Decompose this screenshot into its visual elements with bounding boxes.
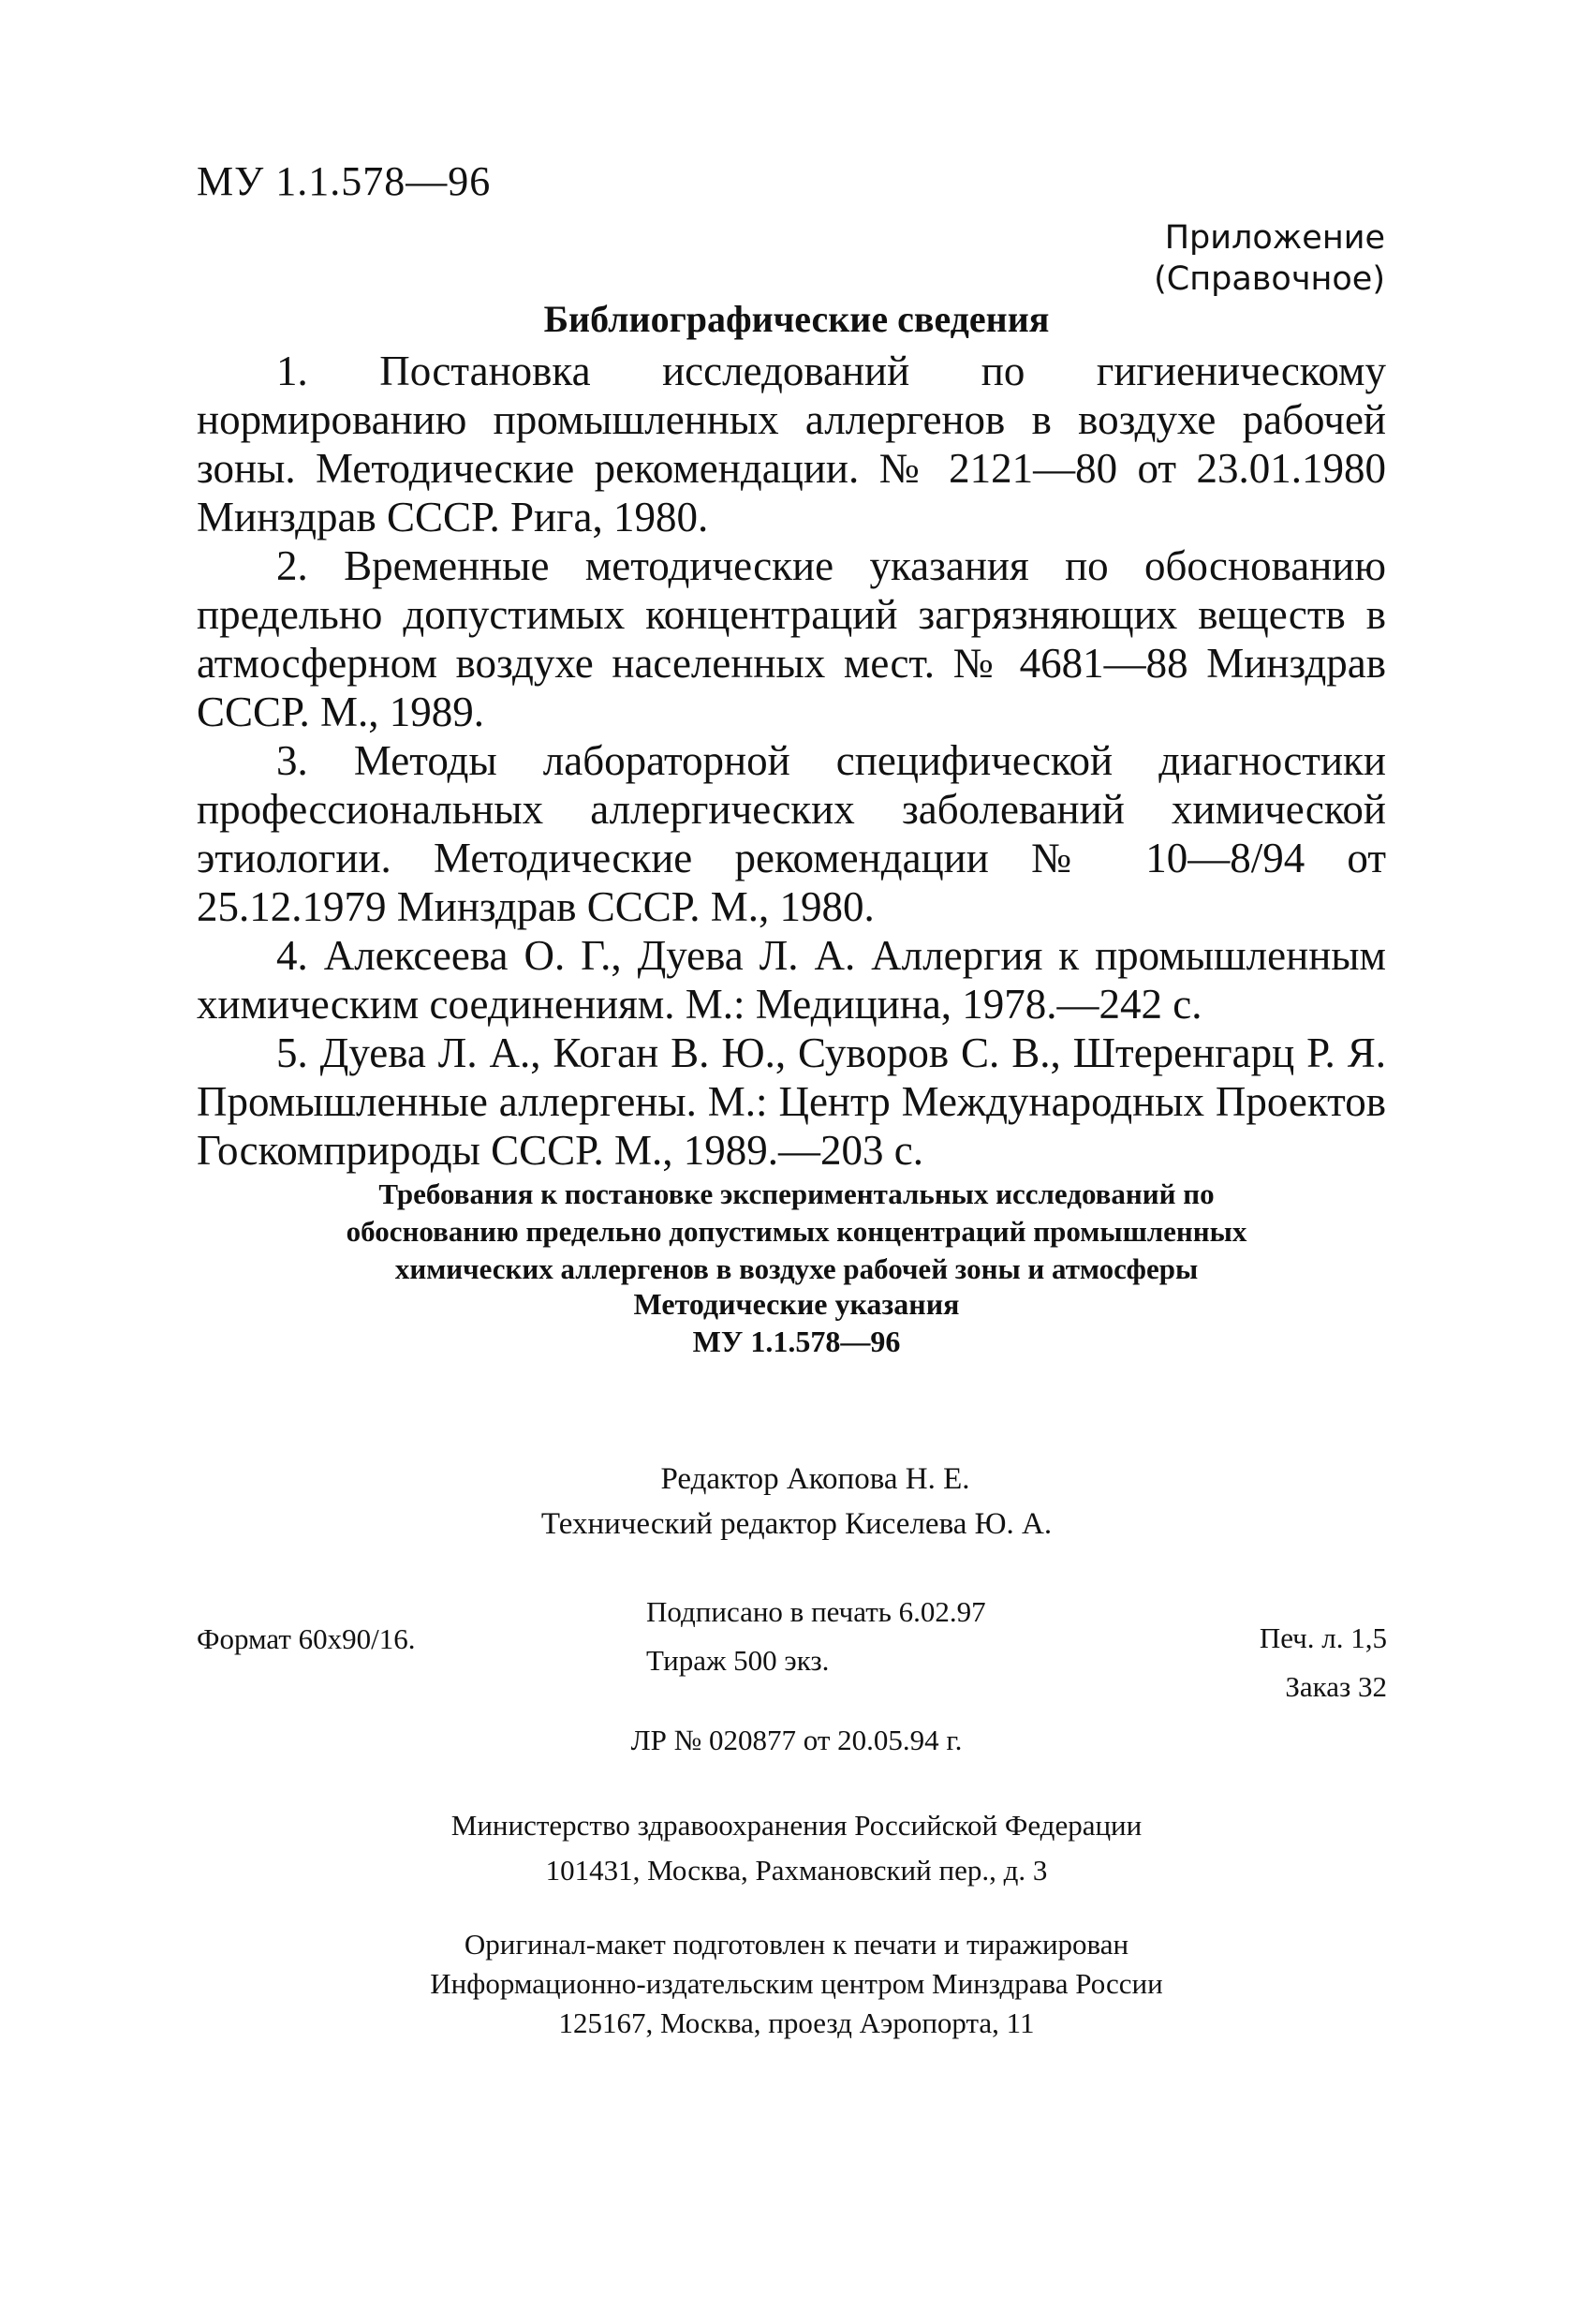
bibliography-item: 2. Временные методические указания по обоснованию предельно допустимых концентраций загрязняющих веществ в атмосферном воздухе населенных мест. № 4681—88 Минздрав СССР. М., 1989.: [197, 542, 1386, 735]
appendix-title: Приложение: [1164, 219, 1385, 257]
document-code: МУ 1.1.578—96: [197, 158, 492, 204]
circulation: Тираж 500 экз.: [646, 1644, 830, 1677]
publisher-address: 101431, Москва, Рахмановский пер., д. 3: [545, 1854, 1048, 1887]
signed-date: Подписано в печать 6.02.97: [646, 1595, 986, 1628]
bibliography-list: [197, 347, 1386, 1175]
bibliography-item: 4. Алексеева О. Г., Дуева Л. А. Аллергия к промышленным химическим соединениям. М.: Медицина, 1978.—242 с.: [197, 932, 1386, 1028]
appendix-type: (Справочное): [1154, 260, 1385, 298]
order-number: Заказ 32: [1285, 1670, 1387, 1703]
bibliography-item: 1. Постановка исследований по гигиеническому нормированию промышленных аллергенов в воздухе рабочей зоны. Методические рекомендации. № 2121—80 от 23.01.1980 Минздрав СССР. Рига, 1980.: [197, 348, 1386, 540]
license-line: ЛР № 020877 от 20.05.94 г.: [630, 1724, 963, 1756]
print-sheets: [1260, 1614, 1387, 1711]
tech-editor-name: Технический редактор Киселева Ю. А.: [540, 1507, 1053, 1541]
printer-line: 125167, Москва, проезд Аэропорта, 11: [558, 2006, 1035, 2039]
sheets-count: Печ. л. 1,5: [1259, 1621, 1387, 1654]
publication-title-line: химических аллергенов в воздухе рабочей зоны и атмосферы: [394, 1252, 1199, 1285]
publication-title-line: обоснованию предельно допустимых концентраций промышленных: [346, 1215, 1247, 1248]
publisher-block: [0, 1803, 1593, 1893]
publication-title: [0, 1176, 1593, 1288]
printer-block: [0, 1925, 1593, 2043]
bibliography-item: 3. Методы лабораторной специфической диагностики профессиональных аллергических заболеваний химической этиологии. Методические рекомендации № 10—8/94 от 25.12.1979 Минздрав СССР. М., 1980.: [197, 737, 1386, 930]
publication-title-line: Требования к постановке экспериментальных исследований по: [378, 1177, 1215, 1210]
publisher-name: Министерство здравоохранения Российской Федерации: [450, 1809, 1143, 1842]
printer-line: Оригинал-макет подготовлен к печати и тиражирован: [464, 1928, 1129, 1961]
editor-name: Редактор Акопова Н. Е.: [660, 1462, 970, 1496]
bibliography-item: 5. Дуева Л. А., Коган В. Ю., Суворов С. В., Штеренгарц Р. Я. Промышленные аллергены. М.: Центр Международных Проектов Госкомприроды СССР. М., 1989.—203 с.: [197, 1029, 1386, 1174]
appendix-label: [1154, 217, 1385, 300]
bibliography-title: Библиографические сведения: [543, 298, 1050, 340]
guide-label: Методические указания: [633, 1287, 960, 1321]
print-details: [646, 1588, 986, 1685]
printer-line: Информационно-издательским центром Минздрава России: [430, 1967, 1163, 2000]
editors-block: [0, 1457, 1593, 1547]
guide-code: МУ 1.1.578—96: [692, 1325, 901, 1358]
print-format: Формат 60х90/16.: [197, 1622, 416, 1655]
guide-heading: [0, 1285, 1593, 1360]
